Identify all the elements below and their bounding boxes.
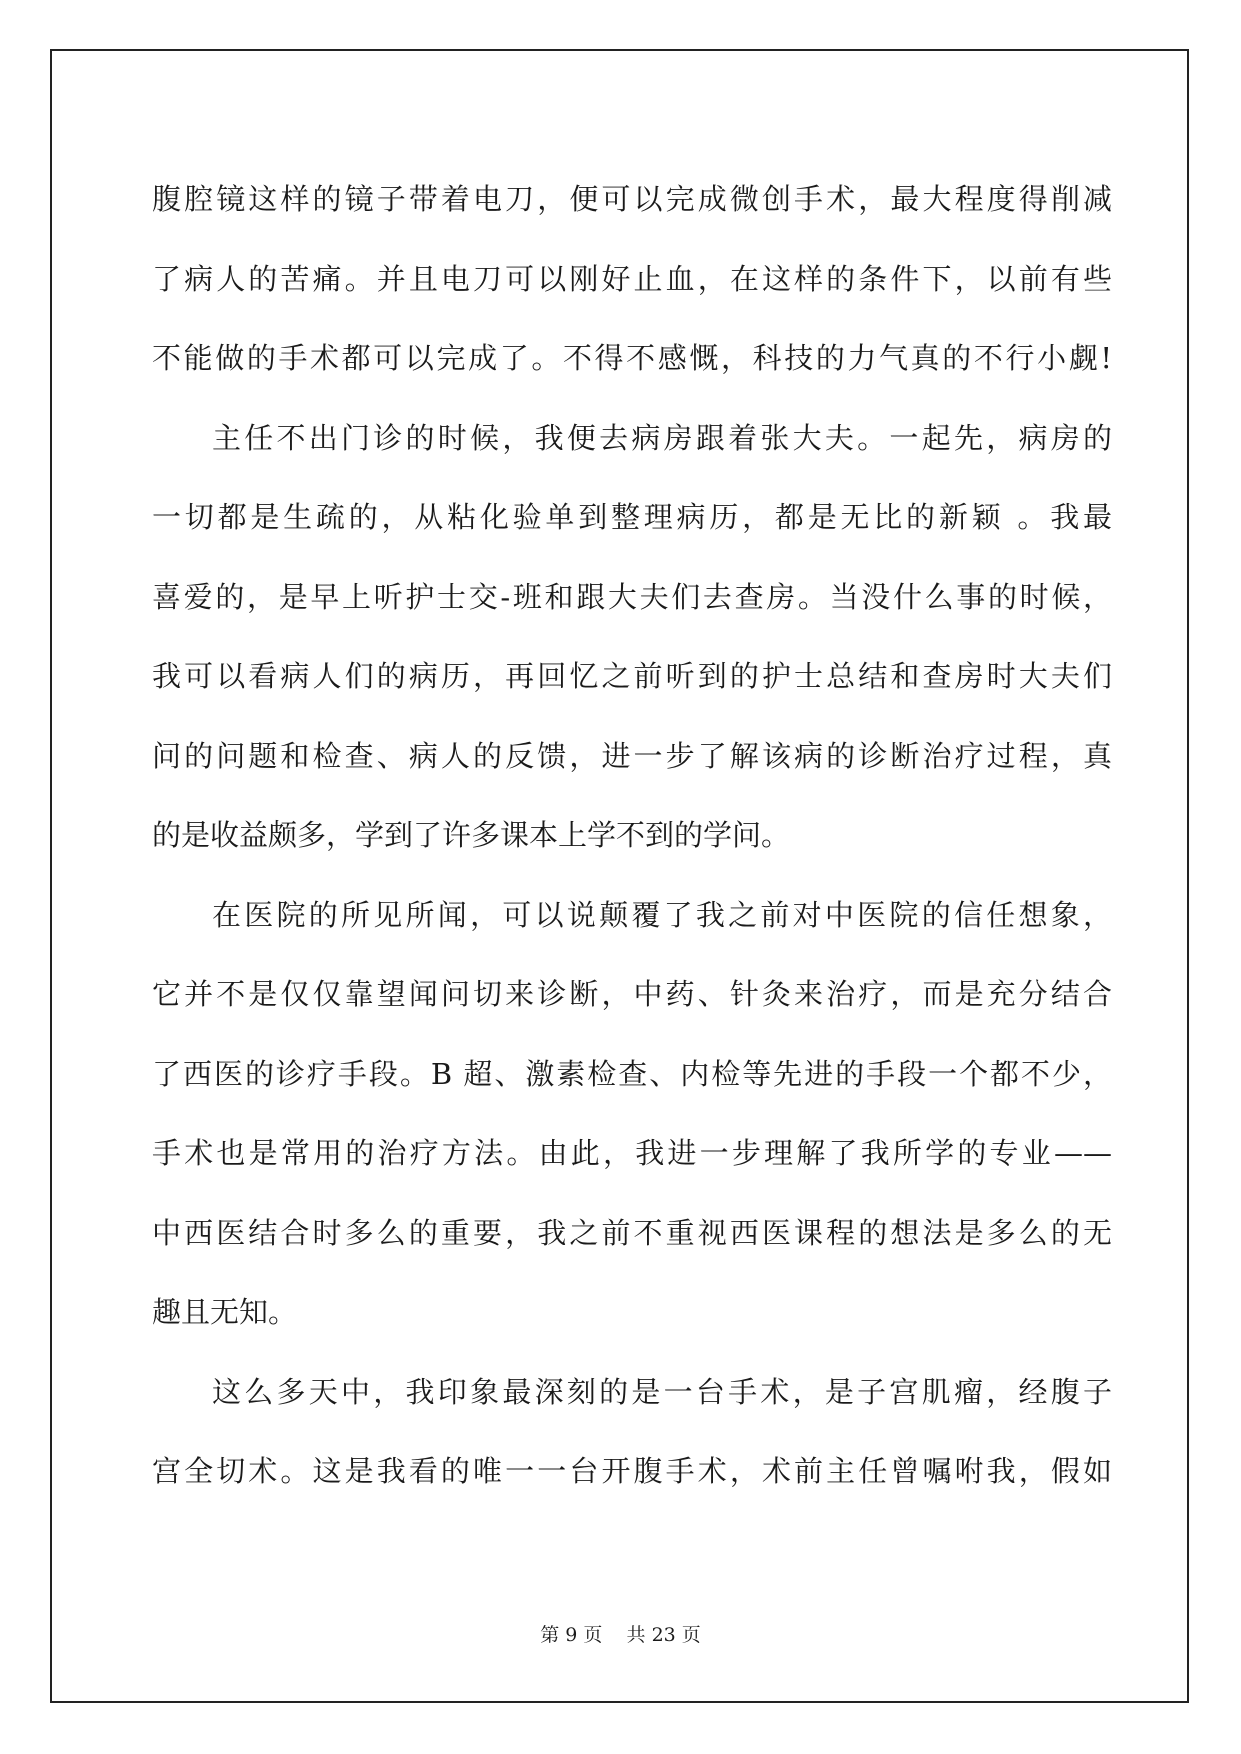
text-line: 主任不出门诊的时候，我便去病房跟着张大夫。一起先，病房的 [212,420,1112,455]
text-line: 在医院的所见所闻，可以说颠覆了我之前对中医院的信任想象， [212,897,1112,932]
text-line: 手术也是常用的治疗方法。由此，我进一步理解了我所学的专业—— [152,1136,1112,1170]
text-line: 这么多天中，我印象最深刻的是一台手术，是子宫肌瘤，经腹子 [212,1374,1112,1409]
text-line: 的是收益颇多，学到了许多课本上学不到的学问。 [152,818,791,852]
page-number-footer: 第 9 页 共 23 页 [540,1624,701,1646]
text-line: 宫全切术。这是我看的唯一一台开腹手术，术前主任曾嘱咐我，假如 [152,1454,1112,1488]
text-line: 不能做的手术都可以完成了。不得不感慨，科技的力气真的不行小觑! [152,341,1112,375]
text-line: 一切都是生疏的，从粘化验单到整理病历，都是无比的新颖 。我最 [152,500,1112,534]
text-line: 中西医结合时多么的重要，我之前不重视西医课程的想法是多么的无 [152,1215,1112,1250]
text-line: 腹腔镜这样的镜子带着电刀，便可以完成微创手术，最大程度得削减 [152,182,1112,216]
document-body [152,160,1112,1512]
text-line: 问的问题和检查、病人的反馈，进一步了解该病的诊断治疗过程，真 [152,738,1112,773]
text-line: 了病人的苦痛。并且电刀可以刚好止血，在这样的条件下，以前有些 [152,261,1112,296]
text-line: 了西医的诊疗手段。B 超、激素检查、内检等先进的手段一个都不少， [152,1056,1112,1091]
text-line: 它并不是仅仅靠望闻问切来诊断，中药、针灸来治疗，而是充分结合 [152,977,1112,1011]
text-line: 喜爱的，是早上听护士交-班和跟大夫们去查房。当没什么事的时候， [152,579,1112,614]
text-line: 趣且无知。 [152,1295,298,1329]
text-line: 我可以看病人们的病历，再回忆之前听到的护士总结和查房时大夫们 [152,659,1112,693]
